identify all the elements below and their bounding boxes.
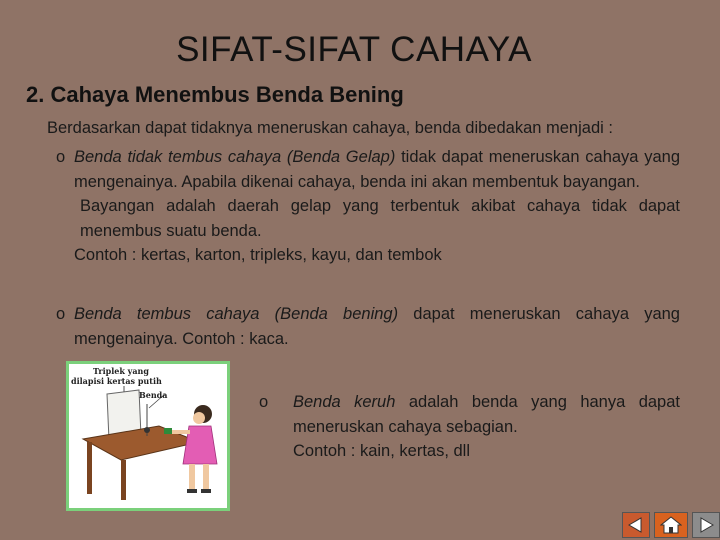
list-item-transparent	[56, 302, 680, 351]
list-item-translucent	[259, 390, 680, 464]
back-arrow-icon	[627, 517, 645, 533]
desc-transparent: dapat meneruskan cahaya yang mengenainya. Contoh : kaca.	[74, 305, 680, 348]
term-opaque: Benda tidak tembus cahaya (Benda Gelap)	[74, 148, 396, 166]
home-icon	[660, 516, 682, 534]
example-opaque: Contoh : kertas, karton, tripleks, kayu, dan tembok	[74, 246, 442, 264]
bullet-marker: o	[56, 305, 66, 323]
home-button[interactable]	[654, 512, 688, 538]
desc-translucent: adalah benda yang hanya dapat meneruskan cahaya sebagian.	[293, 393, 680, 436]
bullet-marker: o	[56, 148, 66, 166]
desc-opaque: tidak dapat meneruskan cahaya yang mengenainya. Apabila dikenai cahaya, benda ini akan membentuk bayangan.	[74, 148, 680, 191]
illustration-figure	[66, 361, 230, 511]
bullet-marker: o	[259, 393, 269, 411]
section-heading: 2. Cahaya Menembus Benda Bening	[26, 82, 404, 107]
slide-navigation	[622, 512, 720, 540]
figure-label-paper: dilapisi kertas putih	[71, 376, 162, 386]
next-button[interactable]	[692, 512, 720, 538]
figure-label-plywood: Triplek yang	[93, 366, 149, 376]
list-item-opaque	[56, 145, 680, 268]
next-arrow-icon	[697, 517, 715, 533]
example-translucent: Contoh : kain, kertas, dll	[293, 442, 471, 460]
shadow-definition: Bayangan adalah daerah gelap yang terbentuk akibat cahaya tidak dapat menembus suatu benda.	[80, 197, 680, 240]
back-button[interactable]	[622, 512, 650, 538]
term-transparent: Benda tembus cahaya (Benda bening)	[74, 305, 399, 323]
figure-label-object: Benda	[139, 390, 168, 400]
page-title: SIFAT-SIFAT CAHAYA	[176, 30, 532, 69]
term-translucent: Benda keruh	[293, 393, 396, 411]
intro-text: Berdasarkan dapat tidaknya meneruskan cahaya, benda dibedakan menjadi :	[47, 119, 613, 137]
